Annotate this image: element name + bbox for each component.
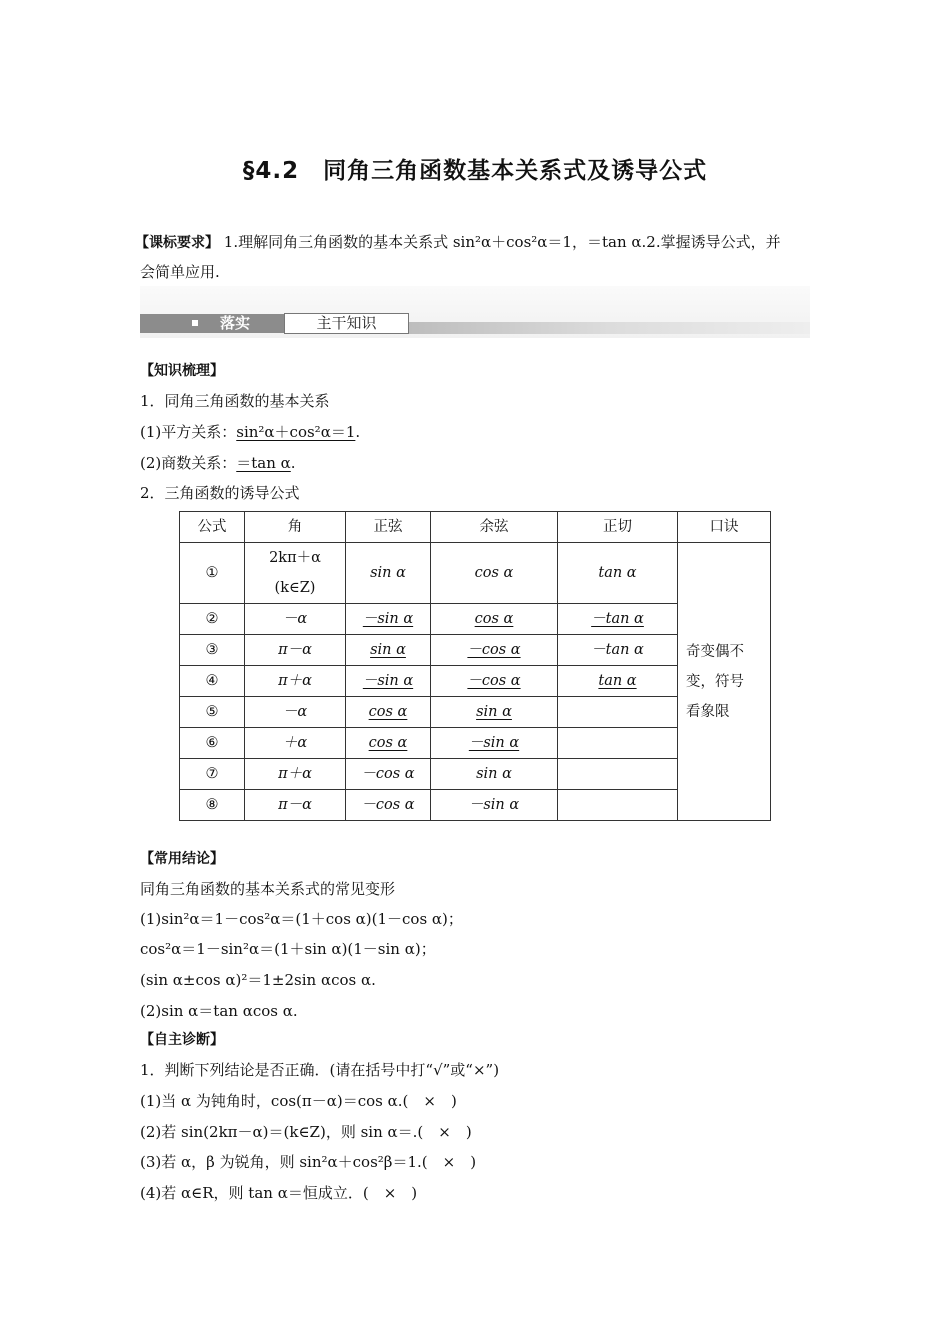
diagnosis-question-1: (1)当 α 为钝角时，cos(π－α)＝cos α.( × ) xyxy=(140,1092,457,1110)
knowledge-heading: 【知识梳理】 xyxy=(140,363,224,379)
formula-number: ① xyxy=(180,543,245,604)
square-relation xyxy=(140,422,360,442)
formula-cosine: －cos α xyxy=(431,635,558,666)
section-banner-dark xyxy=(140,314,284,333)
formula-sine: －cos α xyxy=(346,790,431,821)
diagnosis-question-3: (3)若 α，β 为锐角，则 sin²α＋cos²β＝1.( × ) xyxy=(140,1153,477,1171)
conclusions-heading: 【常用结论】 xyxy=(140,851,224,867)
formula-angle-line-1: 2kπ＋α xyxy=(269,550,321,566)
page-title: §4.2 同角三角函数基本关系式及诱导公式 xyxy=(242,158,708,184)
formula-number: ⑦ xyxy=(180,759,245,790)
conclusion-line-1: (1)sin²α＝1－cos²α＝(1＋cos α)(1－cos α)； xyxy=(140,910,463,928)
quotient-relation-suffix: . xyxy=(290,454,296,472)
formula-cosine: cos α xyxy=(431,543,558,604)
requirement-line-2: 会简单应用. xyxy=(140,263,220,281)
knowledge-item-2: 2．三角函数的诱导公式 xyxy=(140,484,300,502)
requirement-label: 【课标要求】 xyxy=(135,235,219,251)
knowledge-item-1: 1．同角三角函数的基本关系 xyxy=(140,392,330,410)
formula-tangent xyxy=(558,790,678,821)
header-tangent: 正切 xyxy=(558,512,678,543)
formula-angle: π－α xyxy=(245,635,346,666)
formula-tangent: tan α xyxy=(558,666,678,697)
banner-light-label: 主干知识 xyxy=(284,313,409,334)
formula-tangent xyxy=(558,697,678,728)
table-row xyxy=(180,543,771,604)
formula-tangent: －tan α xyxy=(558,604,678,635)
formula-tangent xyxy=(558,759,678,790)
formula-sine: －sin α xyxy=(346,604,431,635)
diagnosis-heading: 【自主诊断】 xyxy=(140,1032,224,1048)
mnemonic-line-3: 看象限 xyxy=(686,703,730,720)
conclusion-line-3: (sin α±cos α)²＝1±2sin αcos α. xyxy=(140,971,376,989)
formula-cosine: sin α xyxy=(431,697,558,728)
formula-angle: π－α xyxy=(245,790,346,821)
formula-number: ⑥ xyxy=(180,728,245,759)
formula-number: ⑧ xyxy=(180,790,245,821)
induction-formula-table xyxy=(179,511,771,821)
table-header-row xyxy=(180,512,771,543)
formula-angle: π＋α xyxy=(245,666,346,697)
quotient-relation-prefix: (2)商数关系： xyxy=(140,454,237,472)
conclusions-intro: 同角三角函数的基本关系式的常见变形 xyxy=(140,880,396,898)
square-relation-prefix: (1)平方关系： xyxy=(140,423,237,441)
formula-angle: π＋α xyxy=(245,759,346,790)
requirement-text-1: 1.理解同角三角函数的基本关系式 sin²α＋cos²α＝1，＝tan α.2.掌握诱导公式，并 xyxy=(223,233,781,251)
formula-sine: sin α xyxy=(346,635,431,666)
formula-cosine: －sin α xyxy=(431,790,558,821)
square-relation-answer: sin²α＋cos²α＝1 xyxy=(236,423,356,441)
formula-angle: －α xyxy=(245,697,346,728)
conclusion-line-2: cos²α＝1－sin²α＝(1＋sin α)(1－sin α)； xyxy=(140,940,436,958)
mnemonic-cell xyxy=(678,543,771,821)
formula-number: ② xyxy=(180,604,245,635)
formula-sine: cos α xyxy=(346,697,431,728)
formula-number: ③ xyxy=(180,635,245,666)
quotient-relation-answer: ＝tan α xyxy=(236,454,291,472)
square-relation-suffix: . xyxy=(355,423,361,441)
mnemonic-line-2: 变，符号 xyxy=(686,673,744,690)
banner-dark-label: 落实 xyxy=(220,314,251,332)
formula-sine: －cos α xyxy=(346,759,431,790)
banner-gradient-bar xyxy=(409,322,810,334)
formula-sine: sin α xyxy=(346,543,431,604)
formula-sine: cos α xyxy=(346,728,431,759)
formula-tangent xyxy=(558,728,678,759)
formula-cosine: －sin α xyxy=(431,728,558,759)
diagnosis-question-2: (2)若 sin(2kπ－α)＝(k∈Z)，则 sin α＝.( × ) xyxy=(140,1123,472,1141)
square-bullet-icon xyxy=(192,320,198,326)
formula-cosine: cos α xyxy=(431,604,558,635)
formula-sine: －sin α xyxy=(346,666,431,697)
formula-angle-line-2: (k∈Z) xyxy=(274,580,316,596)
requirement-line-1 xyxy=(135,232,781,253)
formula-tangent: tan α xyxy=(558,543,678,604)
formula-tangent: －tan α xyxy=(558,635,678,666)
diagnosis-question-4: (4)若 α∈R，则 tan α＝恒成立．( × ) xyxy=(140,1184,418,1202)
formula-angle: ＋α xyxy=(245,728,346,759)
diagnosis-intro: 1．判断下列结论是否正确．(请在括号中打“√”或“×”) xyxy=(140,1061,500,1079)
header-formula: 公式 xyxy=(180,512,245,543)
formula-angle xyxy=(245,543,346,604)
conclusion-line-4: (2)sin α＝tan αcos α. xyxy=(140,1002,298,1020)
formula-cosine: －cos α xyxy=(431,666,558,697)
header-mnemonic: 口诀 xyxy=(678,512,771,543)
mnemonic-line-1: 奇变偶不 xyxy=(686,643,744,660)
formula-cosine: sin α xyxy=(431,759,558,790)
formula-number: ⑤ xyxy=(180,697,245,728)
formula-angle: －α xyxy=(245,604,346,635)
header-sine: 正弦 xyxy=(346,512,431,543)
header-cosine: 余弦 xyxy=(431,512,558,543)
formula-number: ④ xyxy=(180,666,245,697)
quotient-relation xyxy=(140,453,296,473)
header-angle: 角 xyxy=(245,512,346,543)
